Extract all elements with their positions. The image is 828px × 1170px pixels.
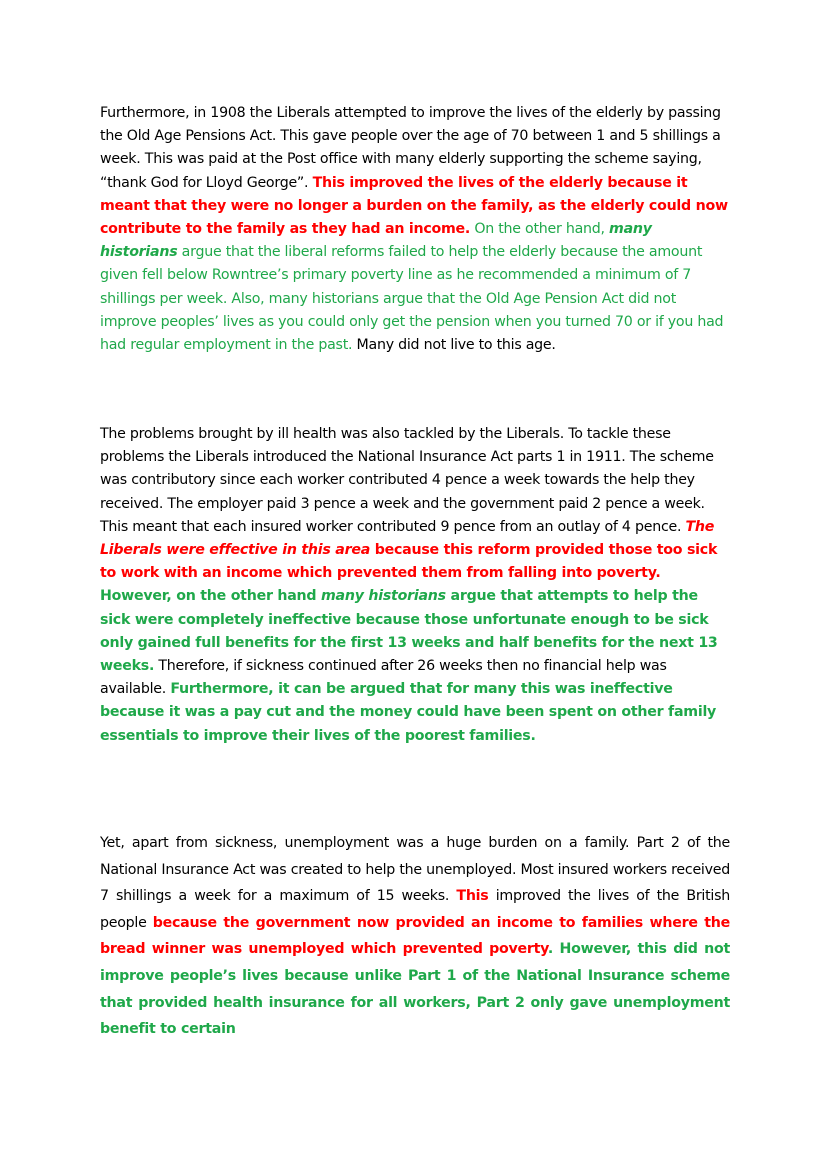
text-segment: This improved the lives of the elderly because it meant that they were no longer a burden on the family, as the elderly could now contribute to the family as they had an income.: [100, 174, 728, 238]
text-segment: Furthermore, it can be argued that for many this was ineffective because it was a pay cut and the money could have been spent on other family essentials to improve their lives of the poorest families.: [100, 681, 717, 744]
text-segment: The problems brought by ill health was also tackled by the Liberals. To tackle these problems the Liberals introduced the National Insurance Act parts 1 in 1911. The scheme was contributory since each worker contributed 4 pence a week towards the help they received. The employer paid 3 pence a week and the government paid 2 pence a week. This meant that each insured worker contributed 9 pence from an outlay of 4 pence.: [100, 426, 714, 535]
text-segment: many historians: [321, 588, 446, 605]
paragraph-sickness-insurance: [100, 423, 730, 748]
text-segment: argue that the liberal reforms failed to help the elderly because the amount given fell below Rowntree’s primary poverty line as he recommended a minimum of 7 shillings per week. Also, many historians argue that the Old Age Pension Act did not improve peoples’ lives as you could only get the pension when you turned 70 or if you had had regular employment in the past.: [100, 244, 724, 354]
text-segment: because the government now provided an income to families where the bread winner was unemployed which prevented poverty: [100, 914, 730, 958]
paragraph-old-age-pensions: [100, 102, 730, 357]
text-segment: However, on the other hand: [100, 588, 321, 605]
text-segment: Furthermore, in 1908 the Liberals attempted to improve the lives of the elderly by passing the Old Age Pensions Act. This gave people over the age of 70 between 1 and 5 shillings a week. This was paid at the Post office with many elderly supporting the scheme saying, “thank God for Lloyd George”.: [100, 105, 721, 191]
text-segment: The Liberals were effective in this area: [100, 518, 715, 559]
text-segment: improved the lives of the British people: [100, 888, 730, 931]
text-segment: many historians: [100, 221, 652, 261]
text-segment: On the other hand,: [470, 221, 610, 238]
text-segment: . However, this did not improve people’s lives because unlike Part 1 of the National Insurance scheme that provided health insurance for all workers, Part 2 only gave unemployment benefit to certain: [100, 941, 730, 1038]
paragraph-unemployment-insurance: [100, 830, 730, 1043]
text-segment: argue that attempts to help the sick were completely ineffective because those unfortunate enough to be sick only gained full benefits for the first 13 weeks and half benefits for the next 13 weeks.: [100, 588, 718, 675]
text-segment: because this reform provided those too sick to work with an income which prevented them from falling into poverty.: [100, 542, 718, 582]
text-segment: Therefore, if sickness continued after 26 weeks then no financial help was available.: [100, 658, 667, 698]
text-segment: This: [456, 888, 489, 905]
text-segment: Yet, apart from sickness, unemployment was a huge burden on a family. Part 2 of the National Insurance Act was created to help the unemployed. Most insured workers received 7 shillings a week for a maximum of 15 weeks.: [100, 835, 730, 905]
text-segment: Many did not live to this age.: [352, 337, 556, 354]
